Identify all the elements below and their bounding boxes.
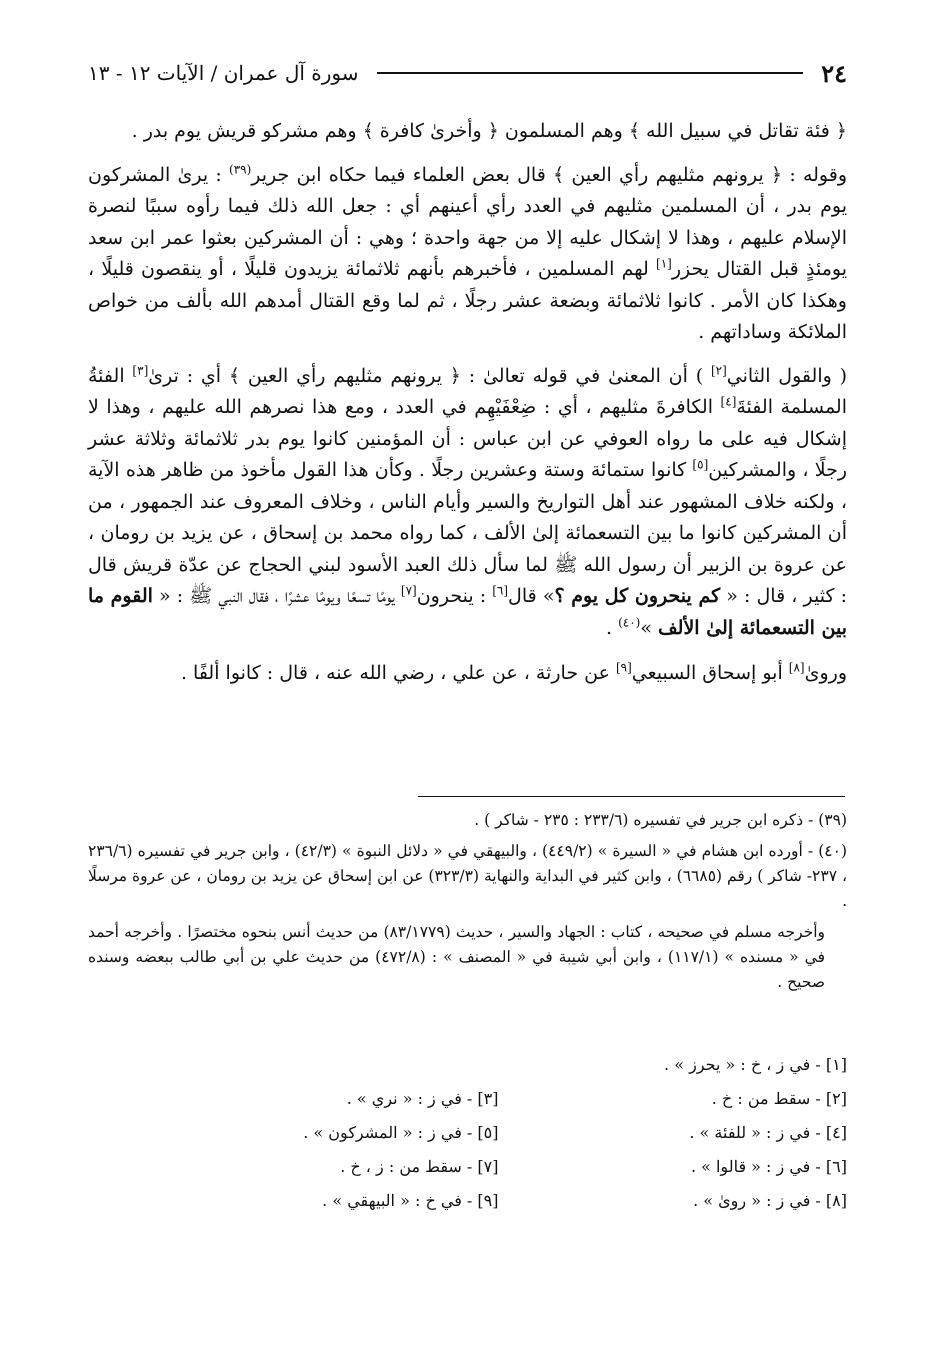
- page-header: [88, 56, 847, 90]
- quoted-hadith: القوم ما بين التسعمائة إلىٰ الألف: [88, 585, 847, 639]
- variant-ref: [٨]: [788, 660, 805, 675]
- paragraph-4: [88, 658, 847, 690]
- text-run: كانوا ستمائة وستة وعشرين رجلًا . وكأن هذا القول مأخوذ من ظاهر هذه الآية ، ولكنه خلاف المشهور عند أهل التواريخ والسير وأيام الناس ، وخلاف المعروف عند الجمهور ، من أن المشركين كانوا ما بين التسعمائة إلىٰ الألف ، كما رواه محمد بن إسحاق ، عن يزيد بن رومان ، عن عروة بن الزبير أن رسول الله ﷺ لما سأل ذلك العبد الأسود لبني الحجاج عن عدّة قريش قال : كثير ، قال : «: [88, 459, 847, 607]
- variant-ref: [٥]: [692, 457, 709, 472]
- variant-ref: [١]: [656, 256, 672, 271]
- footnote-ref: (٤٠): [618, 615, 641, 630]
- variant-ref: [٦]: [492, 583, 509, 598]
- text-run: عن حارثة ، عن علي ، رضي الله عنه ، قال : كانوا ألفًا .: [180, 662, 616, 684]
- variant-note: [٥] - في ز : « المشركون » .: [303, 1123, 499, 1142]
- footnote-ref: (٣٩): [229, 162, 252, 177]
- footnote-39: (٣٩) - ذكره ابن جرير في تفسيره (٢٣٣/٦ : ٢٣٥ - شاكر ) .: [474, 811, 847, 829]
- text-run: يومًا تسعًا ويومًا عشرًا ، فقال النبي ﷺ : «: [152, 585, 401, 607]
- footnote-40-continued: وأخرجه مسلم في صحيحه ، كتاب : الجهاد والسير ، حديث (٨٣/١٧٧٩) من حديث أنس بنحوه مختصرًا . وأخرجه أحمد في « مسنده » (١١٧/١) ، وابن أبي شيبة في « المصنف » : (٤٧٢/٨) من حديث علي بن أبي طالب ببعضه وسنده صحيح .: [88, 923, 825, 991]
- main-text: [88, 116, 847, 702]
- paragraph-2: [88, 160, 847, 349]
- variant-note: [٤] - في ز : « للفئة » .: [689, 1123, 847, 1142]
- text-run: الكافرةَ مثليهم ، أي : ضِعْفَيْهِم في العدد ، ومع هذا نصرهم الله عليهم ، وهذا لا إشكال فيه على ما رواه العوفي عن ابن عباس : أن المؤمنين كانوا يوم بدر ثلاثمائة وثلاثة عشر رجلًا ، والمشركين: [88, 396, 847, 481]
- variant-ref: [٤]: [720, 394, 737, 409]
- text-run: »: [640, 616, 659, 639]
- variant-note: [٦] - في ز : « قالوا » .: [690, 1157, 847, 1176]
- text-run: » قال: [508, 585, 555, 607]
- text-run: وروىٰ: [804, 662, 847, 684]
- page-number: ٢٤: [821, 58, 847, 88]
- paragraph-1: [88, 116, 847, 148]
- paragraph-1-text: ﴿ فئة تقاتل في سبيل الله ﴾ وهم المسلمون ﴿ وأخرىٰ كافرة ﴾ وهم مشركو قريش يوم بدر .: [131, 120, 847, 142]
- text-run: .: [605, 616, 619, 639]
- variant-ref: [٢]: [710, 363, 727, 378]
- variant-note: [٢] - سقط من : خ .: [711, 1089, 847, 1108]
- variant-ref: [٩]: [615, 660, 632, 675]
- text-run: الفئةُ المسلمة الفئةَ: [88, 364, 847, 418]
- footnote-40: (٤٠) - أورده ابن هشام في « السيرة » (٤٤٩/٢) ، والبيهقي في « دلائل النبوة » (٤٢/٣) ، وابن جرير في تفسيره (٢٣٦/٦ ، ٢٣٧- شاكر ) رقم (٦٦٨٥) ، وابن كثير في البداية والنهاية (٣٢٣/٣) عن ابن إسحاق عن يزيد بن رومان ، عن عروة مرسلًا .: [88, 842, 847, 910]
- manuscript-variants: [150, 1052, 847, 1214]
- variant-note: [١] - في ز ، خ : « يحرز » .: [664, 1055, 847, 1074]
- text-run: : ينحرون: [416, 585, 493, 607]
- footnotes: [88, 808, 847, 1001]
- variant-note: [٧] - سقط من : ز ، خ .: [340, 1157, 499, 1176]
- variant-note: [٣] - في ز : « نري » .: [346, 1089, 499, 1108]
- text-run: ( والقول الثاني: [726, 364, 848, 387]
- paragraph-3: [88, 361, 847, 645]
- variant-note: [٨] - في ز : « روىٰ » .: [693, 1191, 847, 1210]
- text-run: ) أن المعنىٰ في قوله تعالىٰ : ﴿ يرونهم مثليهم رأي العين ﴾ أي : ترىٰ: [148, 364, 711, 387]
- footnote-separator: [418, 796, 845, 797]
- running-title: سورة آل عمران / الآيات ١٢ - ١٣: [88, 61, 359, 85]
- text-run: أبو إسحاق السبيعي: [631, 662, 789, 684]
- variant-ref: [٣]: [132, 363, 149, 378]
- variant-ref: [٧]: [400, 583, 417, 598]
- text-run: : يرىٰ المشركون يوم بدر ، أن المسلمين مثليهم في العدد رأي أعينهم أي : جعل الله ذلك فيما رأوه سببًا لنصرة الإسلام عليهم ، وهذا لا إشكال عليه إلا من جهة واحدة ؛ وهي : أن المشركين بعثوا عمر ابن سعد يومئذٍ قبل القتال يحزر: [88, 163, 847, 280]
- header-rule: [377, 72, 804, 74]
- variant-note: [٩] - في خ : « البيهقي » .: [322, 1191, 499, 1210]
- text-run: لهم المسلمين ، فأخبرهم بأنهم ثلاثمائة يزيدون قليلًا ، أو ينقصون قليلًا ، وهكذا كان الأمر . كانوا ثلاثمائة وبضعة عشر رجلًا ، ثم لما وقع القتال أمدهم الله بألف من خواص الملائكة وساداتهم .: [88, 258, 847, 343]
- quoted-hadith: كم ينحرون كل يوم ؟: [554, 585, 721, 607]
- text-run: وقوله : ﴿ يرونهم مثليهم رأي العين ﴾ قال بعض العلماء فيما حكاه ابن جرير: [251, 163, 847, 186]
